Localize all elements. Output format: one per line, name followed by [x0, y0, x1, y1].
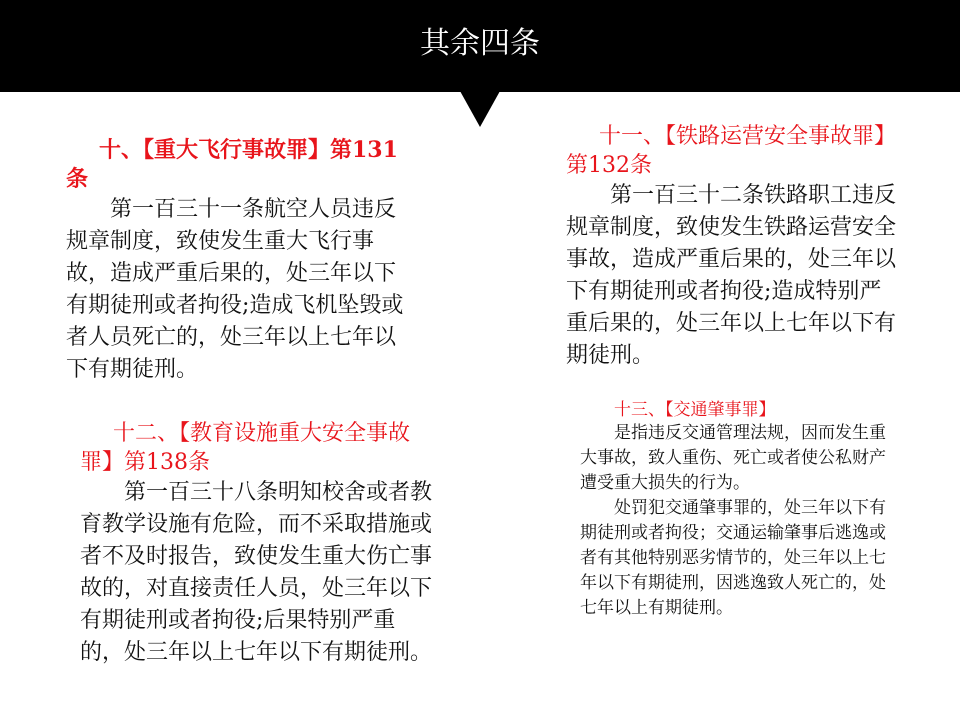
banner-pointer: [460, 91, 500, 127]
page-title: 其余四条: [420, 26, 540, 61]
section-heading: 十三、【交通肇事罪】: [614, 400, 776, 420]
section-131: [66, 136, 416, 386]
section-heading: 十、【重大飞行事故罪】第131条: [66, 137, 398, 192]
section-body-penalty: 处罚犯交通肇事罪的，处三年以下有期徒刑或者拘役；交通运输肇事后逃逸或者有其他特别恶劣情节的，处三年以上七年以下有期徒刑，因逃逸致人死亡的，处七年以上有期徒刑。: [580, 498, 886, 618]
section-132: [566, 122, 896, 372]
section-traffic: [580, 399, 892, 621]
section-heading: 十二、【教育设施重大安全事故罪】第138条: [80, 421, 411, 475]
title-banner: [0, 0, 960, 92]
section-body: 第一百三十二条铁路职工违反规章制度，致使发生铁路运营安全事故，造成严重后果的，处三年以下有期徒刑或者拘役;造成特别严重后果的，处三年以上七年以下有期徒刑。: [566, 183, 897, 368]
section-body: 第一百三十八条明知校舍或者教育教学设施有危险，而不采取措施或者不及时报告，致使发生重大伤亡事故的，对直接责任人员，处三年以下有期徒刑或者拘役;后果特别严重的，处三年以上七年以下有期徒刑。: [80, 480, 433, 665]
section-body: 是指违反交通管理法规，因而发生重大事故，致人重伤、死亡或者使公私财产遭受重大损失的行为。: [580, 423, 886, 493]
section-heading: 十一、【铁路运营安全事故罪】第132条: [566, 124, 897, 178]
section-body: 第一百三十一条航空人员违反规章制度，致使发生重大飞行事故，造成严重后果的，处三年以下有期徒刑或者拘役;造成飞机坠毁或者人员死亡的，处三年以上七年以下有期徒刑。: [66, 197, 404, 382]
section-138: [80, 419, 432, 669]
